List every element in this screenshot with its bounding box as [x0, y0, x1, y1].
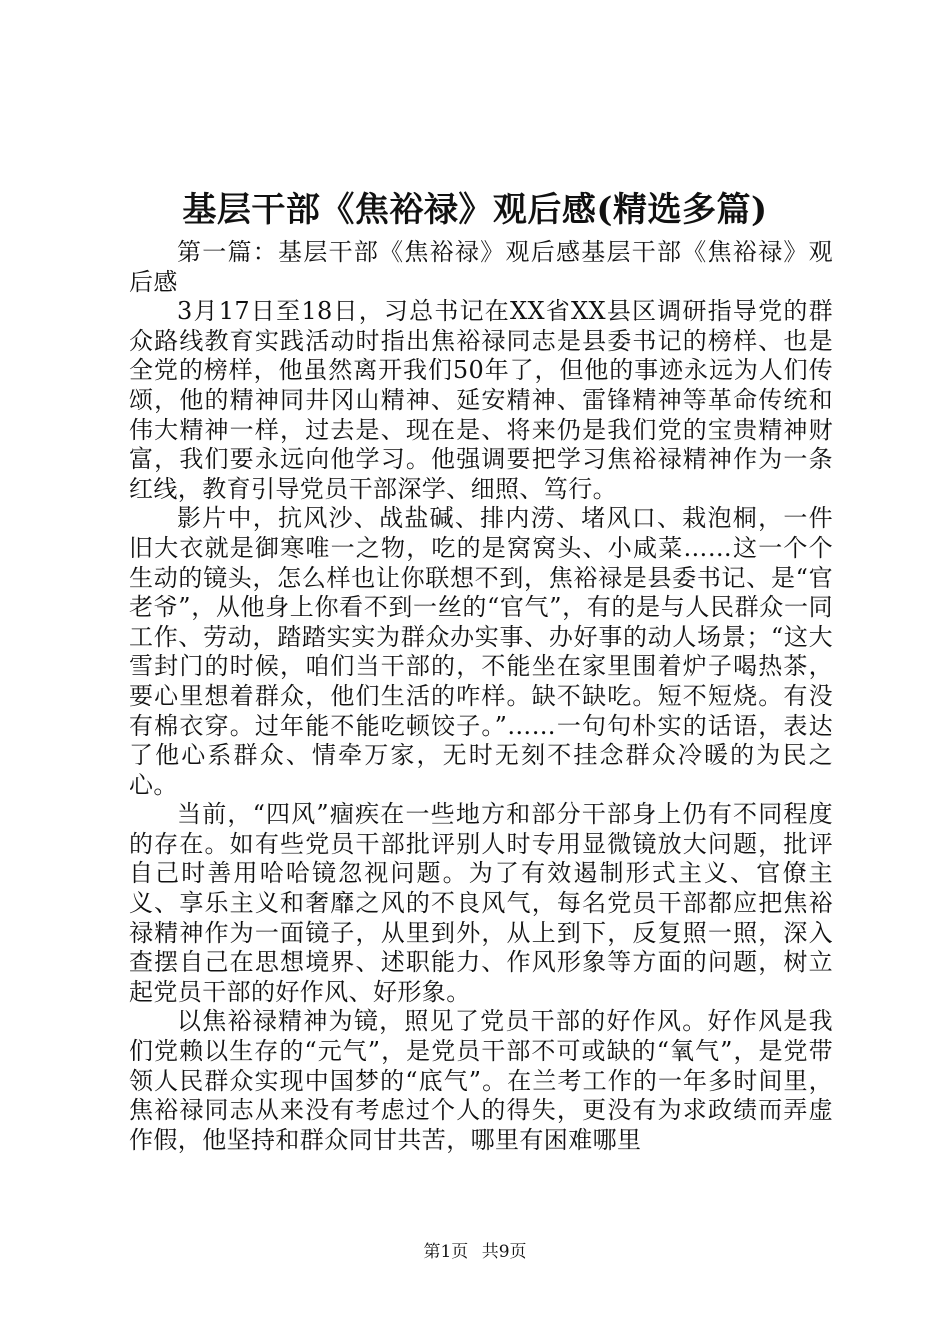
- document-title: 基层干部《焦裕禄》观后感(精选多篇): [182, 190, 768, 230]
- paragraph-2: 3月17日至18日，习总书记在XX省XX县区调研指导党的群众路线教育实践活动时指出焦裕禄同志是县委书记的榜样、也是全党的榜样，他虽然离开我们50年了，但他的事迹永远为人们传颂，他的精神同井冈山精神、延安精神、雷锋精神等革命传统和伟大精神一样，过去是、现在是、将来仍是我们党的宝贵精神财富，我们要永远向他学习。他强调要把学习焦裕禄精神作为一条红线，教育引导党员干部深学、细照、笃行。: [129, 297, 833, 503]
- paragraph-4: 当前，“四风”痼疾在一些地方和部分干部身上仍有不同程度的存在。如有些党员干部批评别人时专用显微镜放大问题，批评自己时善用哈哈镜忽视问题。为了有效遏制形式主义、官僚主义、享乐主义和奢靡之风的不良风气，每名党员干部都应把焦裕禄精神作为一面镜子，从里到外，从上到下，反复照一照，深入查摆自己在思想境界、述职能力、作风形象等方面的问题，树立起党员干部的好作风、好形象。: [129, 800, 833, 1006]
- page-number-footer: 第1页 共9页: [423, 1242, 527, 1262]
- paragraph-1: 第一篇：基层干部《焦裕禄》观后感基层干部《焦裕禄》观后感: [129, 238, 833, 296]
- document-body: [129, 238, 833, 1155]
- paragraph-3: 影片中，抗风沙、战盐碱、排内涝、堵风口、栽泡桐，一件旧大衣就是御寒唯一之物，吃的是窝窝头、小咸菜……这一个个生动的镜头，怎么样也让你联想不到，焦裕禄是县委书记、是“官老爷”，从他身上你看不到一丝的“官气”，有的是与人民群众一同工作、劳动，踏踏实实为群众办实事、办好事的动人场景；“这大雪封门的时候，咱们当干部的，不能坐在家里围着炉子喝热茶，要心里想着群众，他们生活的咋样。缺不缺吃。短不短烧。有没有棉衣穿。过年能不能吃顿饺子。”……一句句朴实的话语，表达了他心系群众、情牵万家，无时无刻不挂念群众冷暖的为民之心。: [129, 504, 833, 799]
- paragraph-5: 以焦裕禄精神为镜，照见了党员干部的好作风。好作风是我们党赖以生存的“元气”，是党员干部不可或缺的“氧气”，是党带领人民群众实现中国梦的“底气”。在兰考工作的一年多时间里，焦裕禄同志从来没有考虑过个人的得失，更没有为求政绩而弄虚作假，他坚持和群众同甘共苦，哪里有困难哪里: [129, 1007, 833, 1154]
